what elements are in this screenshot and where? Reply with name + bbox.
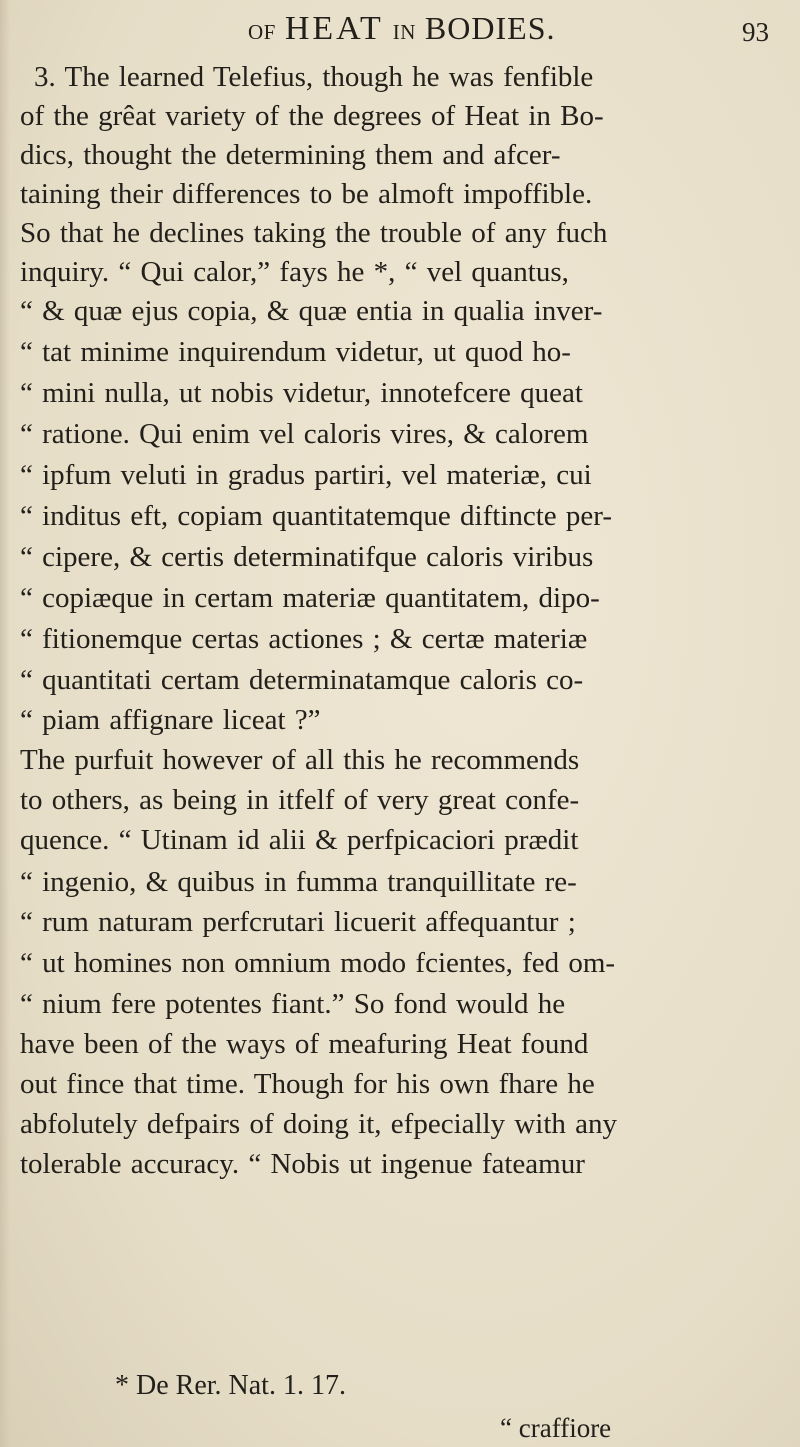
text-line: “ ratione. Qui enim vel caloris vires, & calorem xyxy=(20,418,589,450)
text-line: have been of the ways of meafuring Heat found xyxy=(20,1028,589,1060)
text-line: abfolutely defpairs of doing it, efpecially with any xyxy=(20,1108,618,1140)
text-line: “ & quæ ejus copia, & quæ entia in qualia inver- xyxy=(20,295,603,327)
text-line: So that he declines taking the trouble of any fuch xyxy=(20,217,608,249)
text-line: to others, as being in itfelf of very great confe- xyxy=(20,784,580,816)
footnote: * De Rer. Nat. 1. 17. xyxy=(115,1370,346,1401)
text-line: The purfuit however of all this he recommends xyxy=(20,744,580,776)
text-line: tolerable accuracy. “ Nobis ut ingenue fateamur xyxy=(20,1148,585,1180)
text-line: “ copiæque in certam materiæ quantitatem, dipo- xyxy=(20,582,600,614)
text-line: “ mini nulla, ut nobis videtur, innotefcere queat xyxy=(20,377,583,409)
text-line: dics, thought the determining them and afcer- xyxy=(20,139,561,171)
text-line: “ quantitati certam determinatamque caloris co- xyxy=(20,664,584,696)
text-line: out fince that time. Though for his own fhare he xyxy=(20,1068,595,1100)
text-line: of the grêat variety of the degrees of Heat in Bo- xyxy=(20,100,604,132)
text-line: “ ipfum veluti in gradus partiri, vel materiæ, cui xyxy=(20,459,592,491)
running-head-of: OF xyxy=(248,20,276,44)
text-line: “ rum naturam perfcrutari licuerit affequantur ; xyxy=(20,906,576,938)
text-line: inquiry. “ Qui calor,” fays he *, “ vel quantus, xyxy=(20,256,569,288)
catchword: “ craffiore xyxy=(500,1413,612,1443)
text-line: “ inditus eft, copiam quantitatemque diftincte per- xyxy=(20,500,613,532)
running-head-bodies: BODIES. xyxy=(424,10,556,46)
text-line: “ tat minime inquirendum videtur, ut quod ho- xyxy=(20,336,571,368)
text-line: “ ut homines non omnium modo fcientes, fed om- xyxy=(20,947,616,979)
text-line: “ ingenio, & quibus in fumma tranquillitate re- xyxy=(20,866,577,898)
text-line: 3. The learned Telefius, though he was fenfible xyxy=(34,61,594,93)
running-head xyxy=(0,10,800,50)
running-head-title xyxy=(248,10,555,48)
page-number: 93 xyxy=(742,17,769,47)
text-line: “ nium fere potentes fiant.” So fond would he xyxy=(20,988,566,1020)
text-line: taining their differences to be almoft impoffible. xyxy=(20,178,593,210)
text-line: “ cipere, & certis determinatifque caloris viribus xyxy=(20,541,594,573)
page-gutter-shadow xyxy=(0,0,10,1447)
running-head-in: IN xyxy=(392,20,416,44)
text-line: “ piam affignare liceat ?” xyxy=(20,704,321,736)
text-line: quence. “ Utinam id alii & perfpicaciori prædit xyxy=(20,824,579,856)
running-head-heat: HEAT xyxy=(284,10,384,47)
text-line: “ fitionemque certas actiones ; & certæ materiæ xyxy=(20,623,588,655)
